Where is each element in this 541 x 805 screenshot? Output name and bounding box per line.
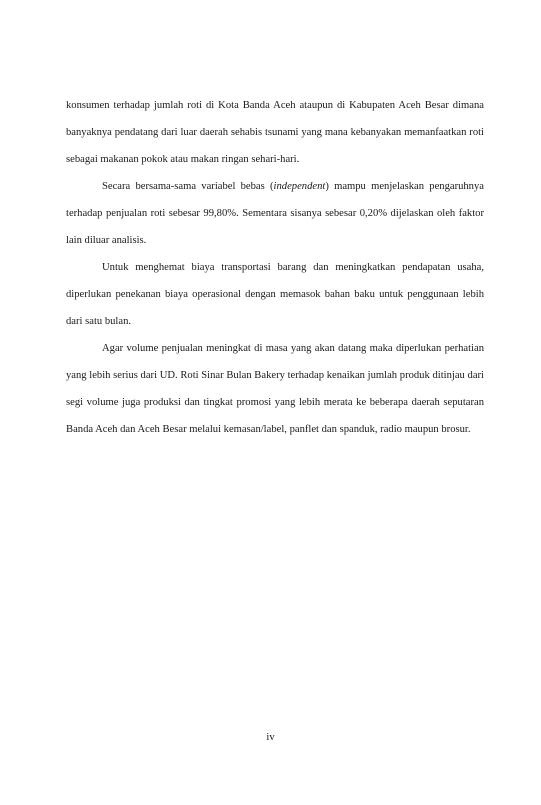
paragraph-continuation: konsumen terhadap jumlah roti di Kota Banda Aceh ataupun di Kabupaten Aceh Besar dimana banyaknya pendatang dari luar daerah sehabis tsunami yang mana kebanyakan memanfaatkan roti sebagai makanan pokok atau makan ringan sehari-hari. <box>66 100 484 165</box>
paragraph-cost-saving: Untuk menghemat biaya transportasi barang dan meningkatkan pendapatan usaha, diperlukan penekanan biaya operasional dengan memasok bahan baku untuk penggunaan lebih dari satu bulan. <box>66 262 484 327</box>
page-number: iv <box>266 732 275 743</box>
paragraph-sales-volume: Agar volume penjualan meningkat di masa yang akan datang maka diperlukan perhatian yang lebih serius dari UD. Roti Sinar Bulan Bakery terhadap kenaikan jumlah produk ditinjau dari segi volume juga produksi dan tingkat promosi yang lebih merata ke beberapa daerah seputaran Banda Aceh dan Aceh Besar melalui kemasan/label, panflet dan spanduk, radio maupun brosur. <box>66 343 484 435</box>
italic-term: independent <box>273 181 326 192</box>
paragraph-independent-variables <box>66 173 484 254</box>
body-text <box>66 92 484 443</box>
paragraph-text: ) mampu menjelaskan pengaruhnya terhadap penjualan roti sebesar 99,80%. Sementara sisanya sebesar 0,20% dijelaskan oleh faktor lain diluar analisis. <box>66 181 484 246</box>
paragraph-text: Secara bersama-sama variabel bebas ( <box>102 181 274 192</box>
